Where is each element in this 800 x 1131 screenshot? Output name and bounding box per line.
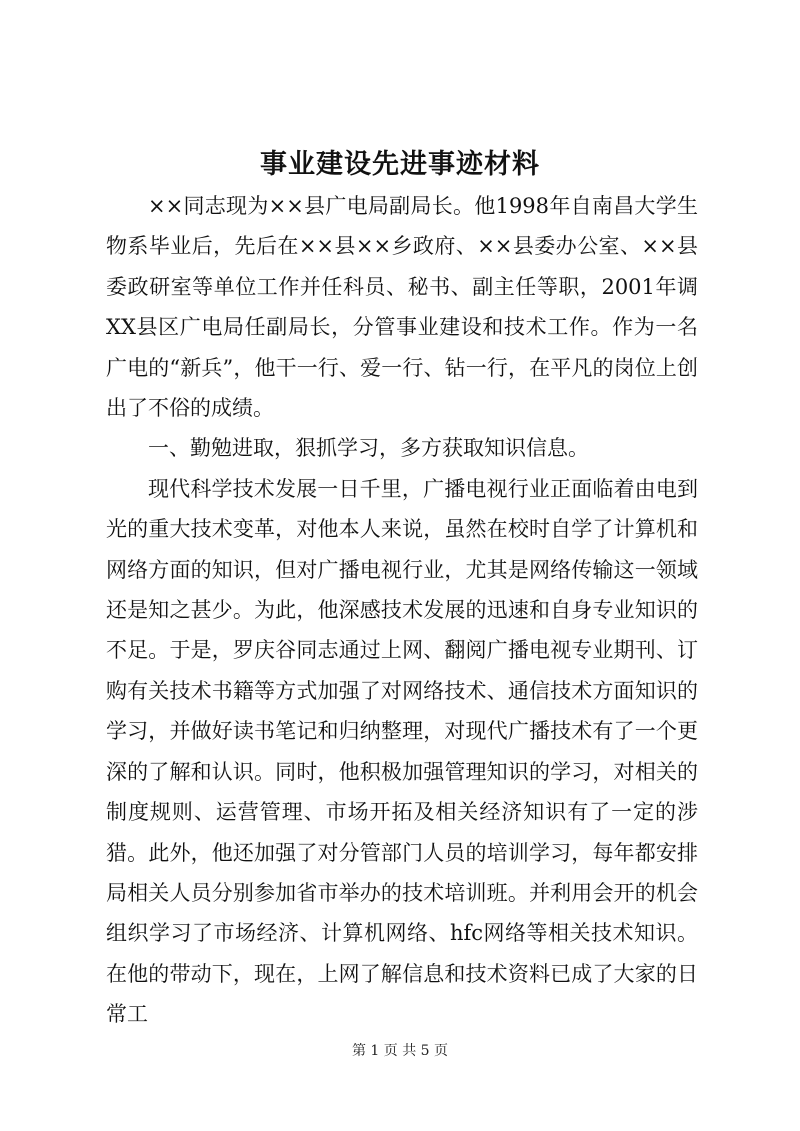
page-footer: 第 1 页 共 5 页	[351, 1043, 449, 1059]
paragraph-intro: ××同志现为××县广电局副局长。他1998年自南昌大学生物系毕业后，先后在××县××乡政府、××县委办公室、××县委政研室等单位工作并任科员、秘书、副主任等职，2001年调XX县区广电局任副局长，分管事业建设和技术工作。作为一名广电的“新兵”，他干一行、爱一行、钻一行，在平凡的岗位上创出了不俗的成绩。	[106, 194, 698, 421]
paragraph-study: 现代科学技术发展一日千里，广播电视行业正面临着由电到光的重大技术变革，对他本人来说，虽然在校时自学了计算机和网络方面的知识，但对广播电视行业，尤其是网络传输这一领域还是知之甚少。为此，他深感技术发展的迅速和自身专业知识的不足。于是，罗庆谷同志通过上网、翻阅广播电视专业期刊、订购有关技术书籍等方式加强了对网络技术、通信技术方面知识的学习，并做好读书笔记和归纳整理，对现代广播技术有了一个更深的了解和认识。同时，他积极加强管理知识的学习，对相关的制度规则、运营管理、市场开拓及相关经济知识有了一定的涉猎。此外，他还加强了对分管部门人员的培训学习，每年都安排局相关人员分别参加省市举办的技术培训班。并利用会开的机会组织学习了市场经济、计算机网络、hfc网络等相关技术知识。在他的带动下，现在，上网了解信息和技术资料已成了大家的日常工	[106, 476, 698, 1027]
paragraph-section-heading: 一、勤勉进取，狠抓学习，多方获取知识信息。	[148, 436, 589, 461]
document-title: 事业建设先进事迹材料	[260, 149, 540, 180]
document-body	[106, 186, 698, 1035]
